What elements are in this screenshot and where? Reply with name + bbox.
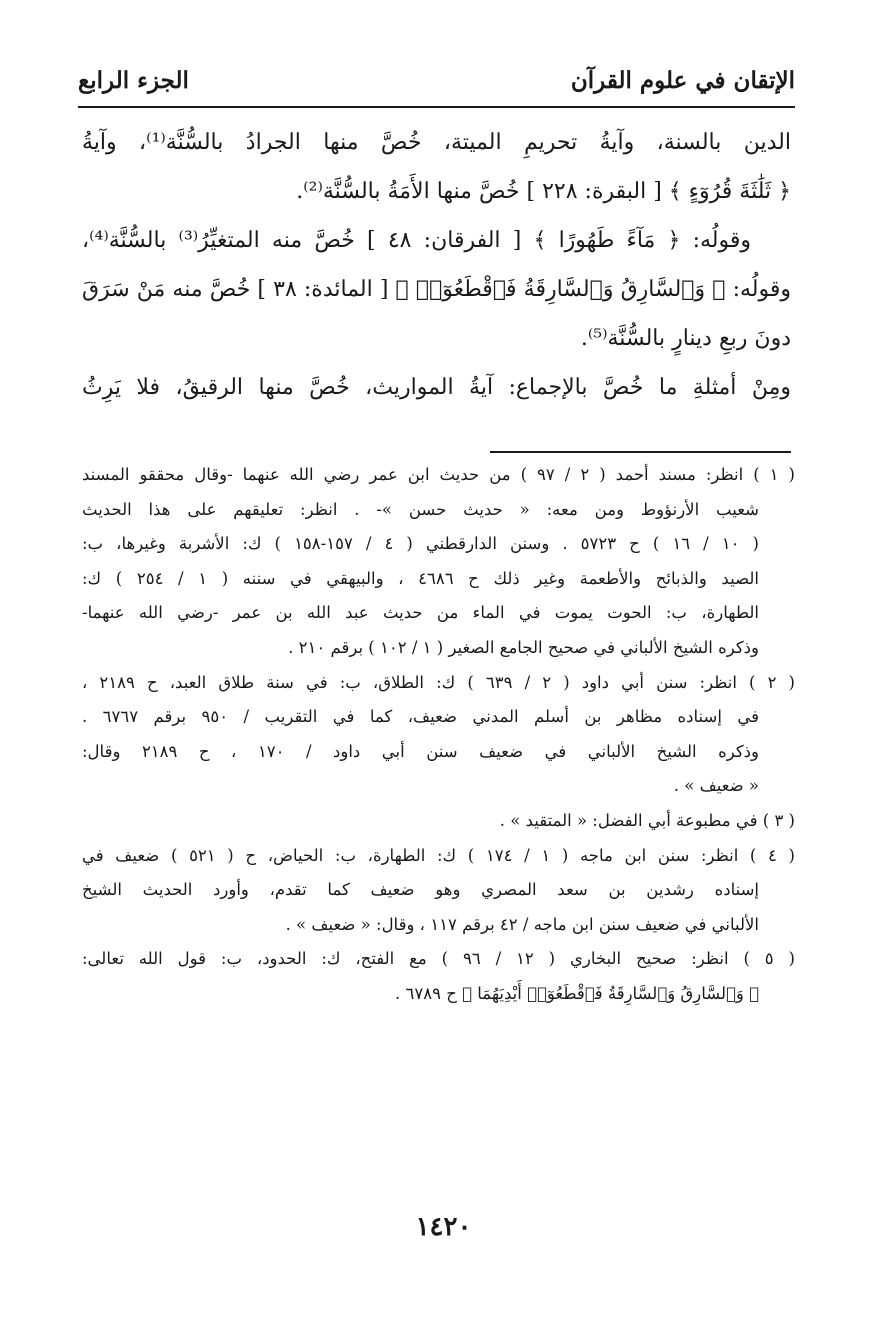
footnote-5 [82, 942, 795, 1011]
footnote-2 [82, 666, 795, 804]
footnote-line: ( ٢ ) انظر: سنن أبي داود ( ٢ / ٦٣٩ ) ك: الطلاق، ب: في سنة طلاق العبد، ح ٢١٨٩ ، [82, 672, 795, 692]
footnote-1 [82, 458, 795, 666]
footnote-line: وذكره الشيخ الألباني في ضعيف سنن أبي داود / ١٧٠ ، ح ٢١٨٩ وقال: [82, 741, 759, 761]
main-text [82, 118, 791, 412]
footnote-line: في إسناده مظاهر بن أسلم المدني ضعيف، كما في التقريب / ٩٥٠ برقم ٦٧٦٧ . [82, 707, 760, 727]
footnote-line: الصيد والذبائح والأطعمة وغير ذلك ح ٤٦٨٦ ، والبيهقي في سننه ( ١ / ٢٥٤ ) ك: [82, 568, 759, 588]
footnote-line: « ضعيف » . [673, 776, 759, 796]
page-number: ١٤٢٠ [415, 1212, 472, 1242]
book-title: الإتقان في علوم القرآن [570, 66, 795, 94]
footnote-4 [82, 839, 795, 943]
text-line: دونَ ربعِ دينارٍ بالسُّنَّة⁽⁵⁾. [580, 326, 791, 351]
text-line: ﴿ ثَلَٰثَةَ قُرُوٓءٍ ﴾ [ البقرة: ٢٢٨ ] خُصَّ منها الأَمَةُ بالسُّنَّة⁽²⁾. [296, 179, 791, 204]
footnote-line: الألباني في ضعيف سنن ابن ماجه / ٤٢ برقم ١١٧ ، وقال: « ضعيف » . [285, 914, 759, 934]
text-line: الدين بالسنة، وآيةُ تحريمِ الميتة، خُصَّ منها الجرادُ بالسُّنَّة⁽¹⁾، وآيةُ [82, 130, 791, 155]
footnote-line: ( ١ ) انظر: مسند أحمد ( ٢ / ٩٧ ) من حديث ابن عمر رضي الله عنهما -وقال محققو المسند [82, 465, 795, 484]
footnote-separator [490, 451, 791, 453]
text-line: وقولُه: ﴿ مَآءً طَهُورًا ﴾ [ الفرقان: ٤٨ ] خُصَّ منه المتغيِّرُ⁽³⁾ بالسُّنَّة⁽⁴⁾، [82, 228, 752, 253]
footnote-line: ( ٤ ) انظر: سنن ابن ماجه ( ١ / ١٧٤ ) ك: الطهارة، ب: الحياض، ح ( ٥٢١ ) ضعيف في [82, 845, 795, 865]
footnote-3 [82, 804, 795, 839]
footnote-line: وذكره الشيخ الألباني في صحيح الجامع الصغير ( ١ / ١٠٢ ) برقم ٢١٠ . [288, 637, 759, 657]
text-line: ومِنْ أمثلةِ ما خُصَّ بالإجماع: آيةُ المواريث، خُصَّ منها الرقيقُ، فلا يَرِثُ [82, 375, 791, 400]
footnote-line: شعيب الأرنؤوط ومن معه: « حديث حسن »- . انظر: تعليقهم على هذا الحديث [82, 499, 759, 519]
running-header [78, 58, 795, 102]
volume-label: الجزء الرابع [78, 66, 189, 94]
footnotes [82, 458, 795, 1012]
footnote-line: ﴿ وَٱلسَّارِقُ وَٱلسَّارِقَةُ فَٱقْطَعُوٓا۟ أَيْدِيَهُمَا ﴾ ح ٦٧٨٩ . [395, 983, 759, 1003]
footnote-line: ( ١٠ / ١٦ ) ح ٥٧٢٣ . وسنن الدارقطني ( ٤ / ١٥٧-١٥٨ ) ك: الأشربة وغيرها، ب: [82, 534, 759, 554]
text-line: وقولُه: ﴿ وَٱلسَّارِقُ وَٱلسَّارِقَةُ فَٱقْطَعُوٓا۟ ﴾ [ المائدة: ٣٨ ] خُصَّ منه مَنْ سَرَقَ [82, 277, 791, 302]
footnote-line: الطهارة، ب: الحوت يموت في الماء من حديث عبد الله بن عمر -رضي الله عنهما- [82, 603, 759, 623]
footnote-line: إسناده رشدين بن سعد المصري وهو ضعيف كما تقدم، وأورد الحديث الشيخ [82, 880, 759, 900]
footnote-line: ( ٣ ) في مطبوعة أبي الفضل: « المتقيد » . [499, 810, 795, 830]
header-divider [78, 106, 795, 108]
footnote-line: ( ٥ ) انظر: صحيح البخاري ( ١٢ / ٩٦ ) مع الفتح، ك: الحدود، ب: قول الله تعالى: [82, 949, 795, 969]
